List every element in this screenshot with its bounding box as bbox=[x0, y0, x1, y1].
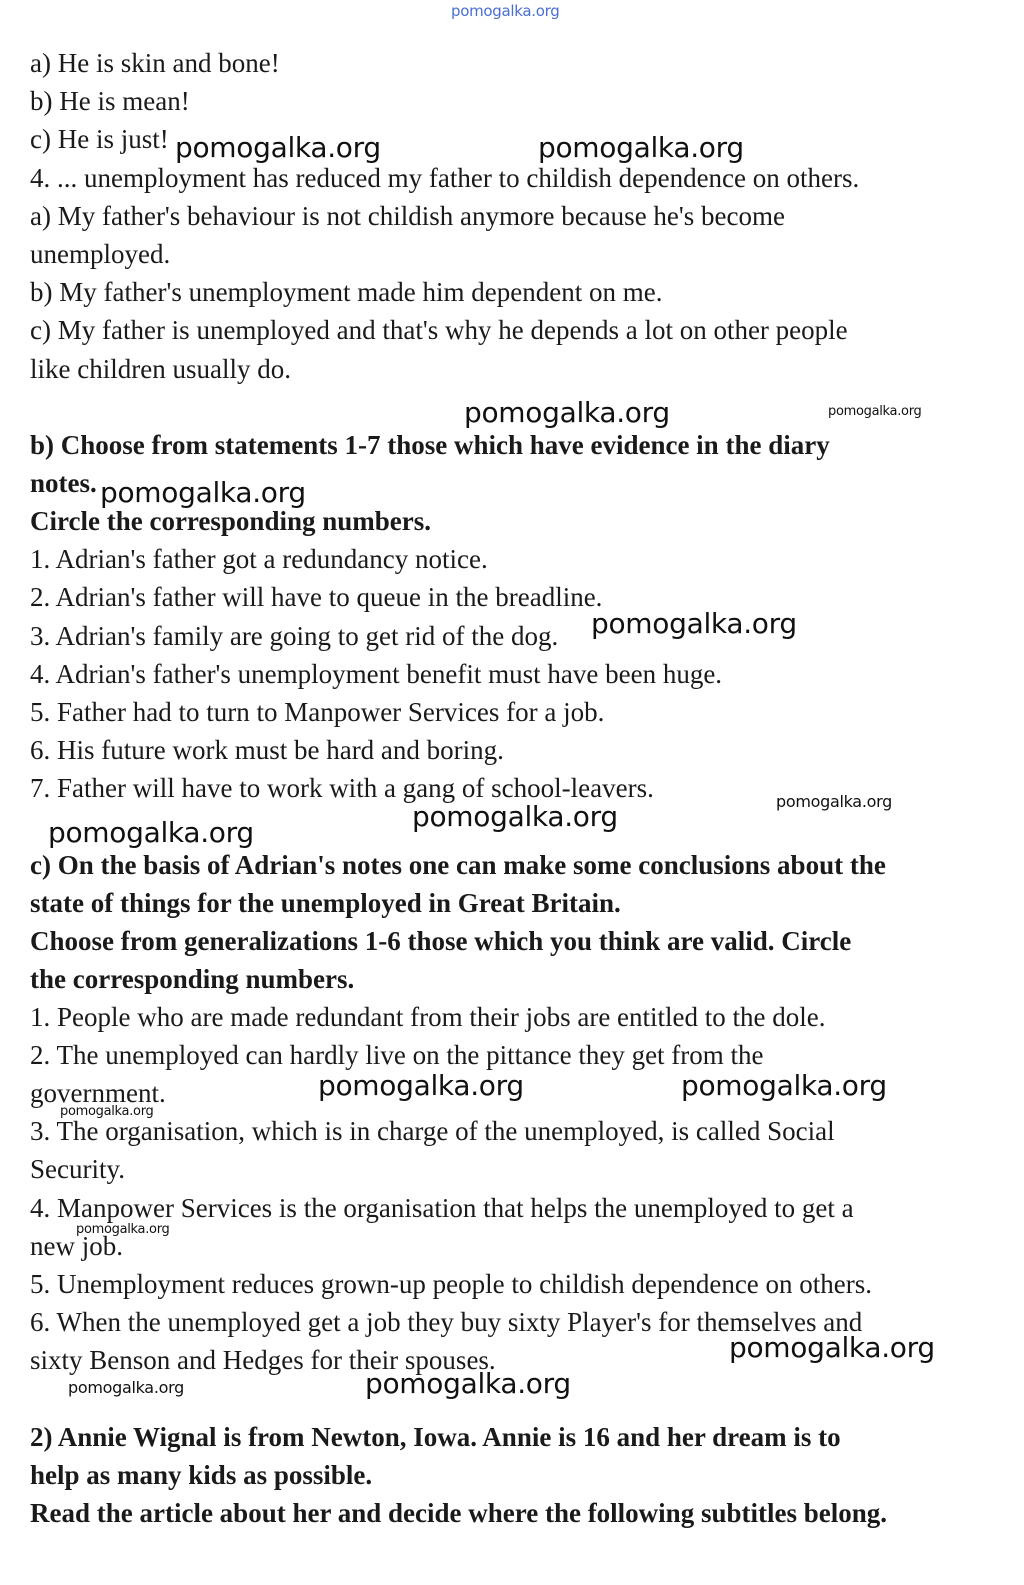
statement-item: 6. His future work must be hard and boring. bbox=[30, 735, 504, 765]
section-b-heading: notes. bbox=[30, 468, 97, 498]
watermark: pomogalka.org bbox=[412, 800, 618, 833]
option-line: unemployed. bbox=[30, 239, 171, 269]
option-line: c) My father is unemployed and that's why he depends a lot on other people bbox=[30, 315, 848, 345]
watermark: pomogalka.org bbox=[464, 396, 670, 429]
watermark: pomogalka.org bbox=[828, 404, 922, 419]
task-2-heading: 2) Annie Wignal is from Newton, Iowa. Annie is 16 and her dream is to bbox=[30, 1422, 841, 1452]
generalization-item: new job. bbox=[30, 1231, 123, 1261]
section-c-instruction: the corresponding numbers. bbox=[30, 964, 355, 994]
task-2-instruction: Read the article about her and decide where the following subtitles belong. bbox=[30, 1498, 887, 1528]
generalization-item: 5. Unemployment reduces grown-up people to childish dependence on others. bbox=[30, 1269, 873, 1299]
watermark: pomogalka.org bbox=[175, 131, 381, 164]
watermark: pomogalka.org bbox=[538, 131, 744, 164]
generalization-item: government. bbox=[30, 1078, 166, 1108]
watermark: pomogalka.org bbox=[681, 1069, 887, 1102]
watermark: pomogalka.org bbox=[76, 1222, 170, 1237]
watermark: pomogalka.org bbox=[48, 816, 254, 849]
section-b-instruction: Circle the corresponding numbers. bbox=[30, 506, 431, 536]
section-b-heading: b) Choose from statements 1-7 those which have evidence in the diary bbox=[30, 430, 830, 460]
section-c-heading: state of things for the unemployed in Great Britain. bbox=[30, 888, 621, 918]
statement-item: 4. Adrian's father's unemployment benefit must have been huge. bbox=[30, 659, 723, 689]
watermark: pomogalka.org bbox=[729, 1331, 935, 1364]
generalization-item: 2. The unemployed can hardly live on the pittance they get from the bbox=[30, 1040, 764, 1070]
statement-item: 1. Adrian's father got a redundancy notice. bbox=[30, 544, 488, 574]
watermark: pomogalka.org bbox=[100, 476, 306, 509]
watermark: pomogalka.org bbox=[318, 1069, 524, 1102]
watermark: pomogalka.org bbox=[591, 607, 797, 640]
option-line: c) He is just! bbox=[30, 124, 169, 154]
site-header-link[interactable]: pomogalka.org bbox=[451, 2, 560, 20]
watermark: pomogalka.org bbox=[60, 1104, 154, 1119]
generalization-item: 6. When the unemployed get a job they buy sixty Player's for themselves and bbox=[30, 1307, 863, 1337]
generalization-item: 1. People who are made redundant from their jobs are entitled to the dole. bbox=[30, 1002, 826, 1032]
section-c-instruction: Choose from generalizations 1-6 those which you think are valid. Circle bbox=[30, 926, 852, 956]
generalization-item: Security. bbox=[30, 1154, 125, 1184]
watermark: pomogalka.org bbox=[68, 1378, 184, 1397]
task-2-heading: help as many kids as possible. bbox=[30, 1460, 373, 1490]
question-line: 4. ... unemployment has reduced my father to childish dependence on others. bbox=[30, 163, 860, 193]
watermark: pomogalka.org bbox=[776, 792, 892, 811]
statement-item: 5. Father had to turn to Manpower Services for a job. bbox=[30, 697, 605, 727]
section-c-heading: c) On the basis of Adrian's notes one can make some conclusions about the bbox=[30, 850, 886, 880]
generalization-item: 4. Manpower Services is the organisation that helps the unemployed to get a bbox=[30, 1193, 854, 1223]
statement-item: 2. Adrian's father will have to queue in the breadline. bbox=[30, 582, 603, 612]
option-line: a) He is skin and bone! bbox=[30, 48, 280, 78]
option-line: a) My father's behaviour is not childish anymore because he's become bbox=[30, 201, 785, 231]
option-line: like children usually do. bbox=[30, 354, 291, 384]
generalization-item: 3. The organisation, which is in charge of the unemployed, is called Social bbox=[30, 1116, 835, 1146]
option-line: b) My father's unemployment made him dependent on me. bbox=[30, 277, 663, 307]
statement-item: 3. Adrian's family are going to get rid of the dog. bbox=[30, 621, 559, 651]
statement-item: 7. Father will have to work with a gang of school-leavers. bbox=[30, 773, 654, 803]
generalization-item: sixty Benson and Hedges for their spouses. bbox=[30, 1345, 496, 1375]
option-line: b) He is mean! bbox=[30, 86, 190, 116]
watermark: pomogalka.org bbox=[365, 1367, 571, 1400]
